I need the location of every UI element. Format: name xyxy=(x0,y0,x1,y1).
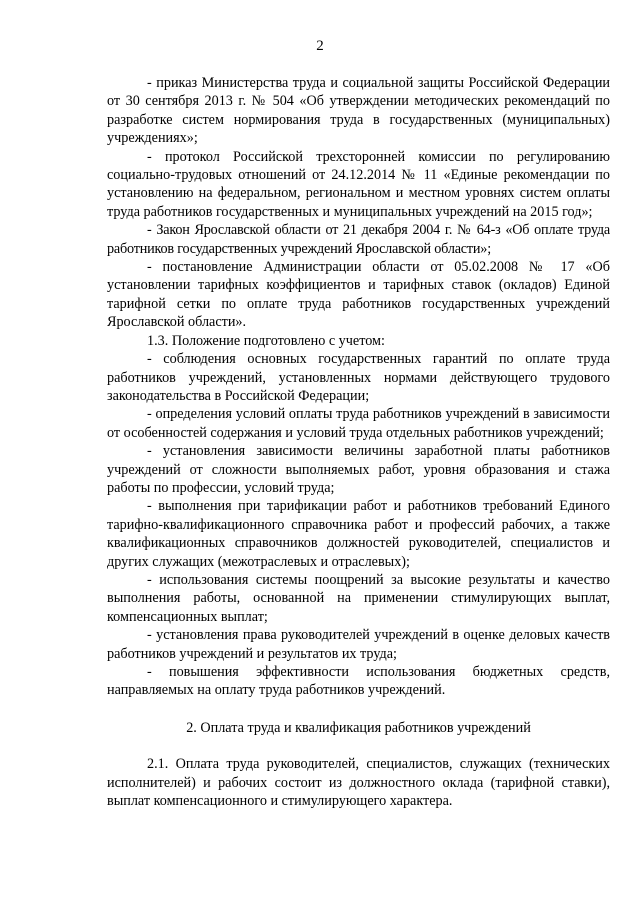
clause-1-3: 1.3. Положение подготовлено с учетом: xyxy=(147,332,385,349)
list-item-manager-rights: - установления права руководителей учреждений в оценке деловых качеств работников учреждений и результатов их труда; xyxy=(107,627,610,662)
list-item-budget-efficiency: - повышения эффективности использования бюджетных средств, направляемых на оплату труда работников учреждений. xyxy=(107,664,610,699)
list-item-tariff-requirements: - выполнения при тарификации работ и работников требований Единого тарифно-квалификационного справочника работ и профессий рабочих, а также квалификационных справочников должностей руководителей, специалистов и других служащих (межотраслевых и отраслевых); xyxy=(107,498,610,570)
list-item-salary-dependence: - установления зависимости величины заработной платы работников учреждений от сложности выполняемых работ, уровня образования и стажа работы по профессии, условий труда; xyxy=(107,443,610,496)
list-item-incentive-system: - использования системы поощрений за высокие результаты и качество выполнения работы, основанной на применении стимулирующих выплат, компенсационных выплат; xyxy=(107,571,610,625)
document-body xyxy=(107,74,610,810)
list-item-commission-protocol: - протокол Российской трехсторонней комиссии по регулированию социально-трудовых отношений от 24.12.2014 № 11 «Единые рекомендации по установлению на федеральном, региональном и местном уровнях систем оплаты труда работников государственных и муниципальных учреждений на 2015 год»; xyxy=(107,148,610,220)
list-item-state-guarantees: - соблюдения основных государственных гарантий по оплате труда работников учреждений, установленных нормами действующего трудового законодательства в Российской Федерации; xyxy=(107,351,610,404)
section-heading: 2. Оплата труда и квалификация работников учреждений xyxy=(186,719,531,736)
list-item-administration-decree: - постановление Администрации области от 05.02.2008 № 17 «Об установлении тарифных коэффициентов и тарифных ставок (окладов) Единой тарифной сетки по оплате труда работников государственных учреждений Ярославской области». xyxy=(107,259,610,331)
list-item-ministry-order: - приказ Министерства труда и социальной защиты Российской Федерации от 30 сентября 2013 г. № 504 «Об утверждении методических рекомендаций по разработке систем нормирования труда в государственных (муниципальных) учреждениях»; xyxy=(107,75,610,147)
list-item-pay-conditions: - определения условий оплаты труда работников учреждений в зависимости от особенностей содержания и условий труда отдельных работников учреждений; xyxy=(107,406,610,441)
clause-2-1: 2.1. Оплата труда руководителей, специалистов, служащих (технических исполнителей) и рабочих состоит из должностного оклада (тарифной ставки), выплат компенсационного и стимулирующего характера. xyxy=(107,756,610,810)
list-item-regional-law: - Закон Ярославской области от 21 декабря 2004 г. № 64-з «Об оплате труда работников государственных учреждений Ярославской области»; xyxy=(107,222,610,257)
page-number: 2 xyxy=(316,38,324,54)
